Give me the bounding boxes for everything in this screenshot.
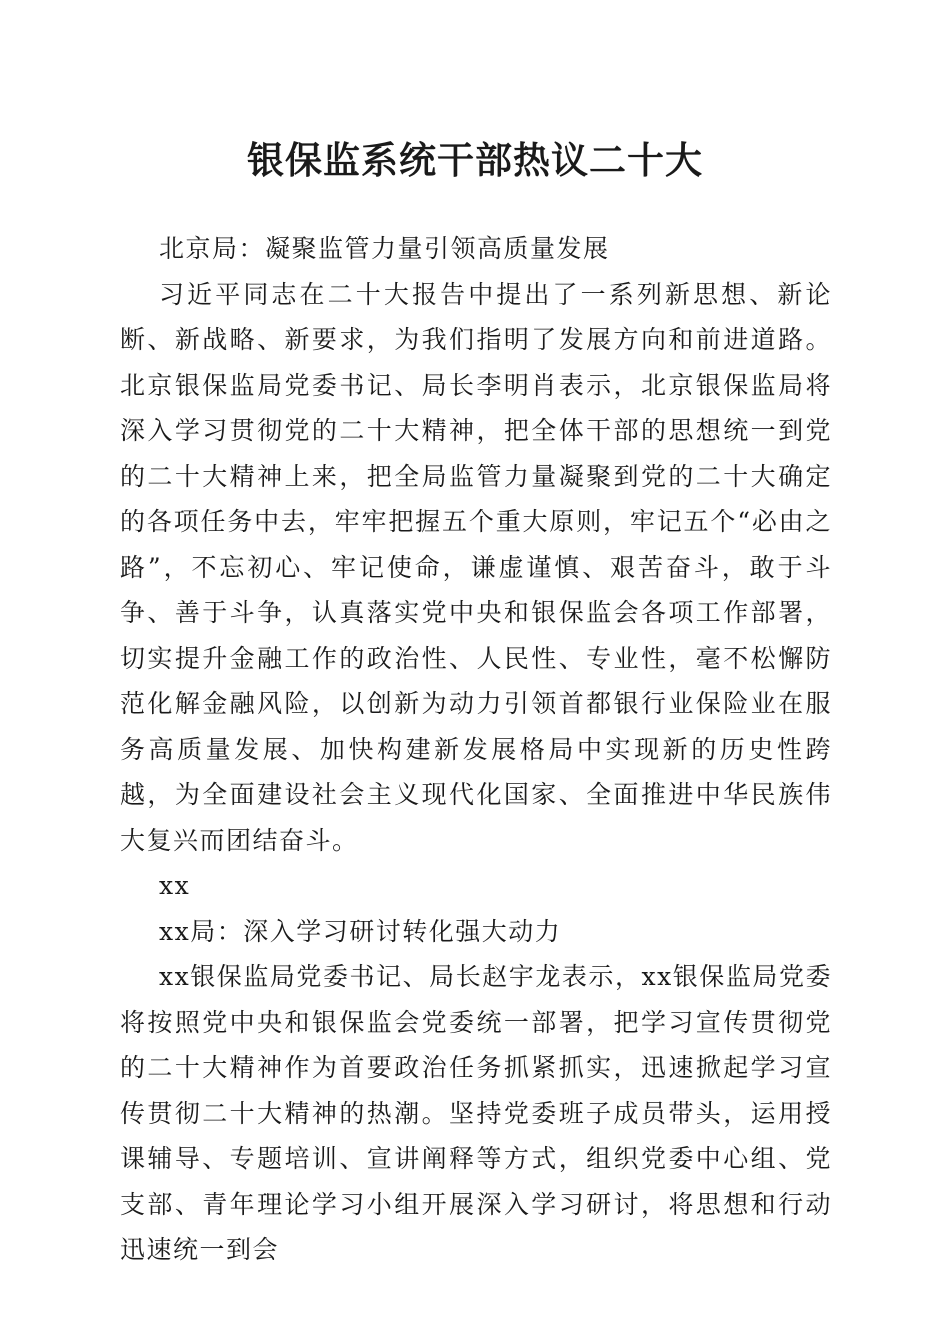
- section-heading-xx: xx局：深入学习研讨转化强大动力: [159, 916, 562, 946]
- paragraph-beijing-body: 习近平同志在二十大报告中提出了一系列新思想、新论断、新战略、新要求，为我们指明了发展方向和前进道路。北京银保监局党委书记、局长李明肖表示，北京银保监局将深入学习贯彻党的二十大精神，把全体干部的思想统一到党的二十大精神上来，把全局监管力量凝聚到党的二十大确定的各项任务中去，牢牢把握五个重大原则，牢记五个“必由之路”，不忘初心、牢记使命，谦虚谨慎、艰苦奋斗，敢于斗争、善于斗争，认真落实党中央和银保监会各项工作部署，切实提升金融工作的政治性、人民性、专业性，毫不松懈防范化解金融风险，以创新为动力引领首都银行业保险业在服务高质量发展、加快构建新发展格局中实现新的历史性跨越，为全面建设社会主义现代化国家、全面推进中华民族伟大复兴而团结奋斗。: [120, 279, 832, 855]
- document-body: [120, 226, 832, 1273]
- document-title: 银保监系统干部热议二十大: [247, 138, 703, 182]
- paragraph-xx-body: xx银保监局党委书记、局长赵宇龙表示，xx银保监局党委将按照党中央和银保监会党委统一部署，把学习宣传贯彻党的二十大精神作为首要政治任务抓紧抓实，迅速掀起学习宣传贯彻二十大精神的热潮。坚持党委班子成员带头，运用授课辅导、专题培训、宣讲阐释等方式，组织党委中心组、党支部、青年理论学习小组开展深入学习研讨，将思想和行动迅速统一到会: [120, 962, 832, 1264]
- section-heading-beijing: 北京局：凝聚监管力量引领高质量发展: [159, 234, 610, 263]
- placeholder-line: xx: [159, 871, 191, 900]
